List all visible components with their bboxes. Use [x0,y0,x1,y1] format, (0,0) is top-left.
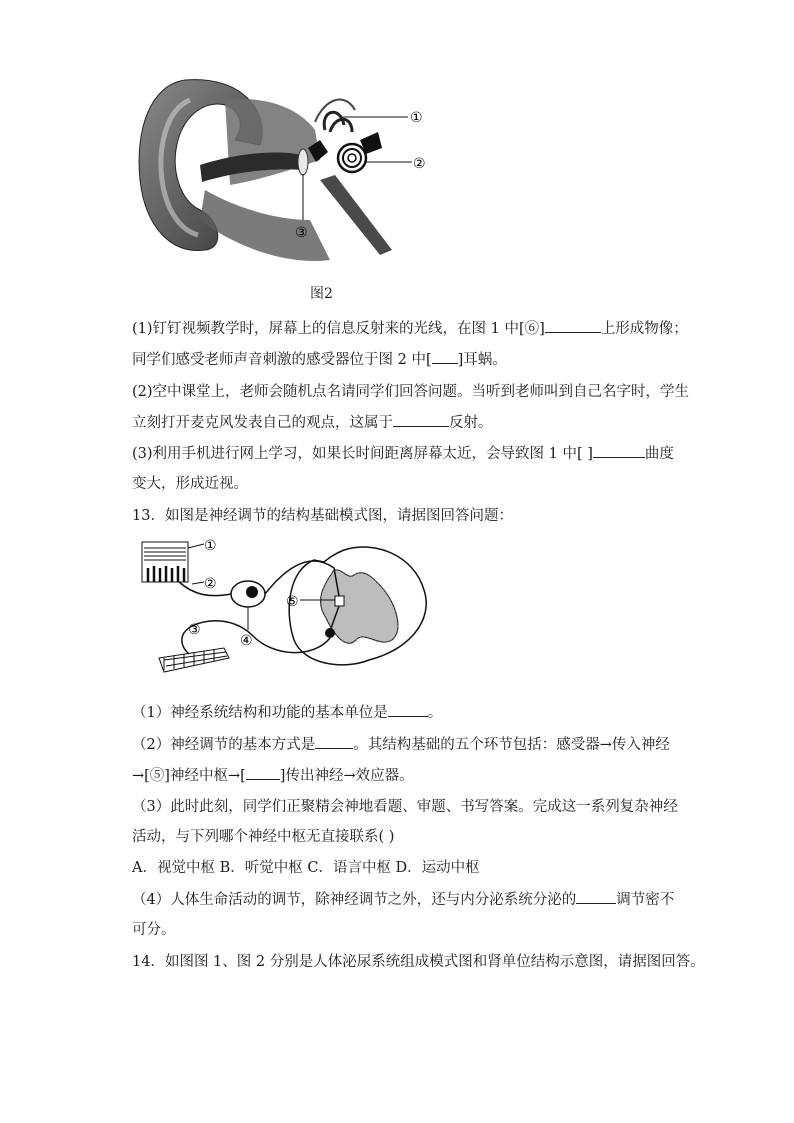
q13-s1-text: （1）神经系统结构和功能的基本单位是 [132,705,388,721]
q13-sub2-line1 [132,734,672,755]
ear-label-1: ① [410,110,423,126]
answer-blank [388,702,428,717]
q13-s2-tail: 。其结构基础的五个环节包括：感受器→传入神经 [353,737,670,753]
q12-part2-line1: (2)空中课堂上，老师会随机点名请同学们回答问题。当听到老师叫到自己名字时，学生 [132,384,690,400]
answer-blank [576,889,616,904]
q12-p1-tail: 上形成物像； [600,321,688,337]
diagram-label-3: ③ [188,622,201,638]
q13-sub3-line2: 活动，与下列哪个神经中枢无直接联系( ) [132,829,395,845]
answer-blank [393,412,449,427]
diagram-label-2: ② [204,576,217,592]
q13-s2-tail2: ]传出神经→效应器。 [279,768,414,784]
q13-options: A．视觉中枢 B．听觉中枢 C．语言中枢 D．运动中枢 [132,860,480,876]
diagram-label-4: ④ [240,633,253,649]
q14-stem: 14．如图图 1、图 2 分别是人体泌尿系统组成模式图和肾单位结构示意图，请据图回答。 [132,954,705,970]
q12-part3-line1 [132,443,672,464]
q12-p1-text: (1)钉钉视频教学时，屏幕上的信息反射来的光线，在图 1 中[⑥] [132,321,545,337]
q13-s4-text: （4）人体生命活动的调节，除神经调节之外，还与内分泌系统分泌的 [132,892,577,908]
q12-part2-line2 [132,412,672,433]
q13-sub2-line2 [132,765,672,786]
q13-stem: 13．如图是神经调节的结构基础模式图，请据图回答问题： [132,508,513,524]
reflex-arc-diagram [134,530,434,680]
answer-blank [545,318,601,333]
diagram-label-1: ① [204,538,217,554]
q13-s2-text: （2）神经调节的基本方式是 [132,737,316,753]
q13-s4-tail: 调节密不 [616,892,675,908]
q12-p1-tail2: ]耳蜗。 [457,352,507,368]
answer-blank [593,443,645,458]
answer-blank [246,765,280,780]
answer-blank [315,734,353,749]
q12-part3-line2: 变大，形成近视。 [132,476,248,492]
muscle-effector [159,648,229,672]
skin-receptor [142,542,188,582]
q12-p3-text: (3)利用手机进行网上学习，如果长时间距离屏幕太近，会导致图 1 中[ ] [132,446,593,462]
q12-part1-line1 [132,318,688,339]
figure-2-caption: 图2 [310,286,333,302]
diagram-label-5: ⑤ [286,594,299,610]
q12-p2-text: 立刻打开麦克风发表自己的观点，这属于 [132,415,393,431]
q12-p1-text2: 同学们感受老师声音刺激的感受器位于图 2 中[ [132,352,432,368]
ear-label-3: ③ [295,225,308,241]
q13-sub3-line1: （3）此时此刻，同学们正聚精会神地看题、审题、书写答案。完成这一系列复杂神经 [132,799,678,815]
q13-s1-tail: 。 [427,705,443,721]
q13-sub4-line1 [132,889,675,910]
q12-part1-line2 [132,349,672,370]
ear-label-2: ② [413,156,426,172]
q13-s2-text2: →[⑤]神经中枢→[ [132,768,246,784]
q12-p3-tail: 曲度 [644,446,674,462]
q13-sub4-line2: 可分。 [132,922,176,938]
q12-p2-tail: 反射。 [449,415,493,431]
ear-anatomy-figure [130,70,440,270]
q13-sub1 [132,702,672,723]
answer-blank [432,349,458,364]
